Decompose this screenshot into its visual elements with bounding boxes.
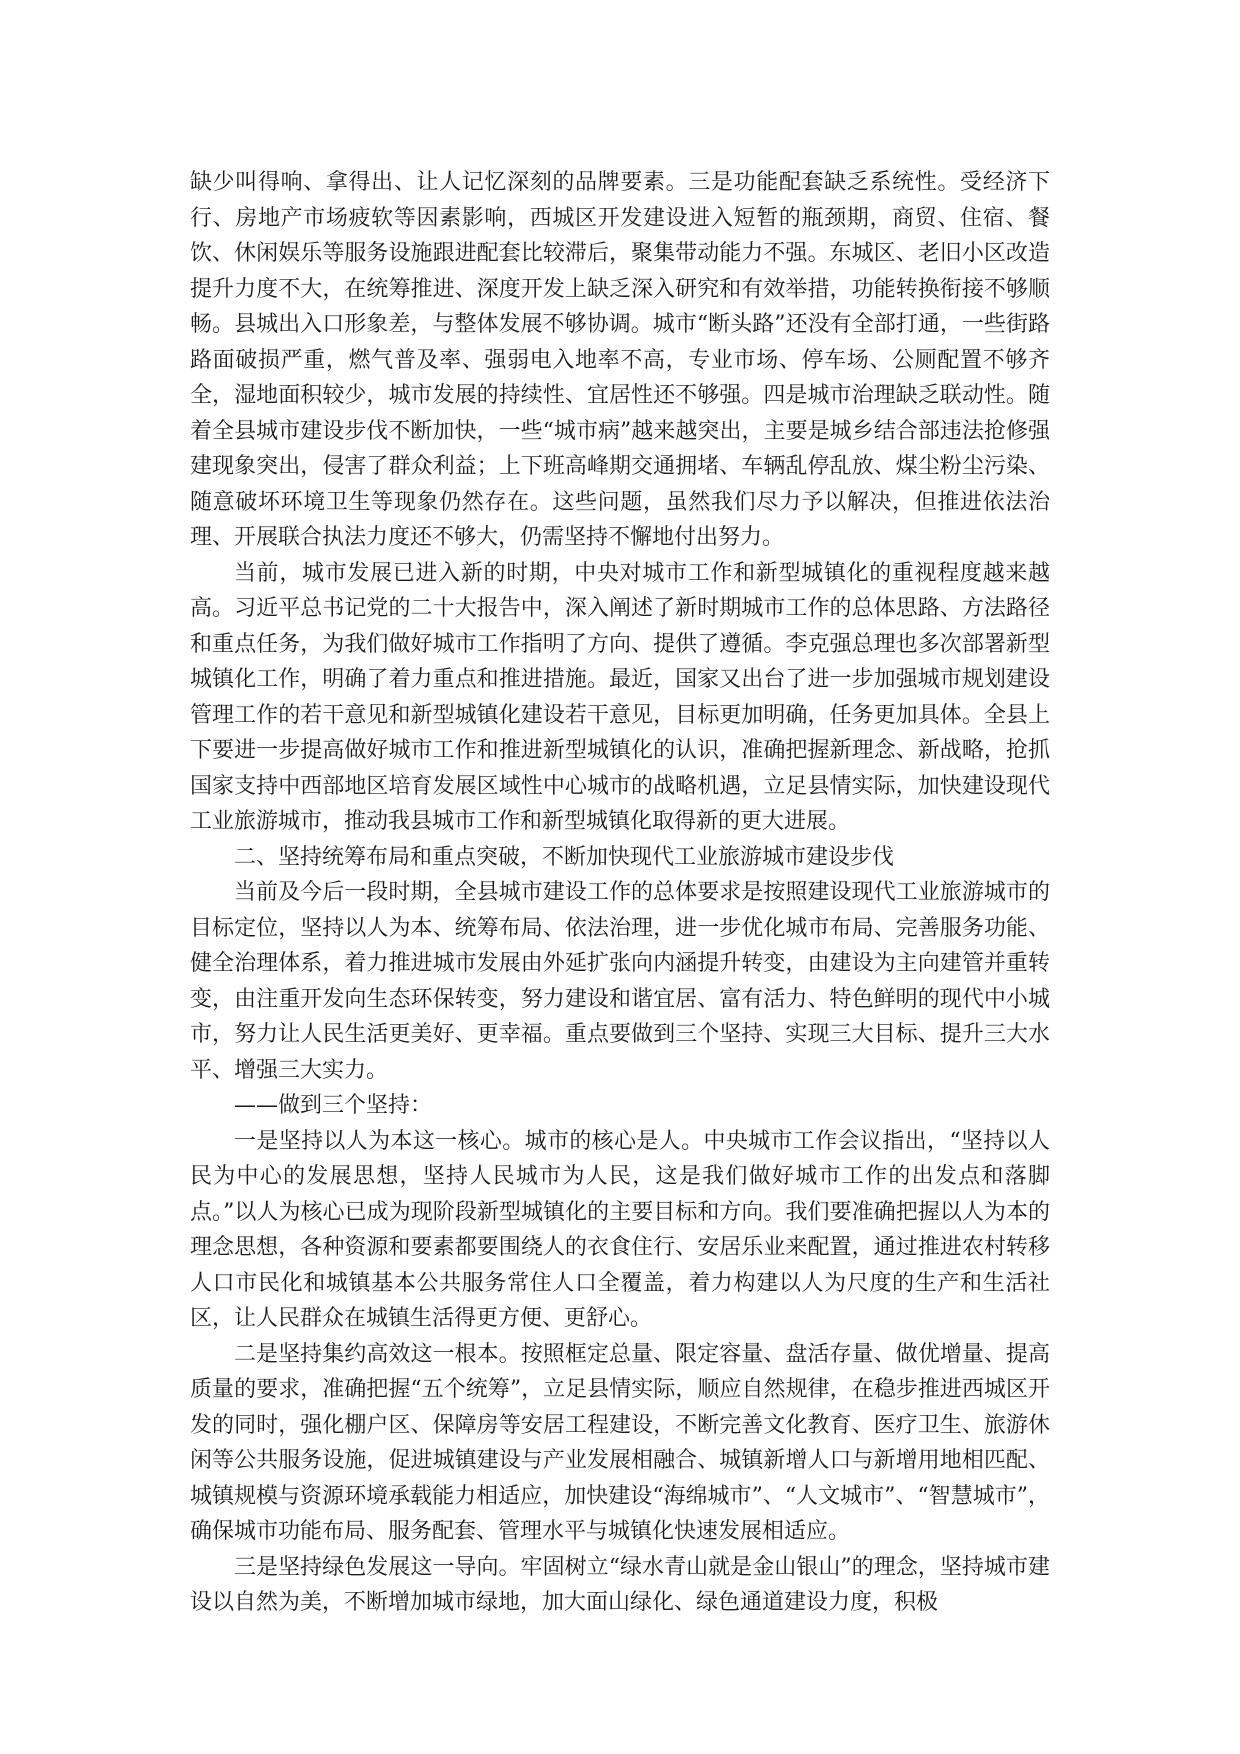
paragraph-continuation: 缺少叫得响、拿得出、让人记忆深刻的品牌要素。三是功能配套缺乏系统性。受经济下行、房地产市场疲软等因素影响，西城区开发建设进入短暂的瓶颈期，商贸、住宿、餐饮、休闲娱乐等服务设施跟进配套比较滞后，聚集带动能力不强。东城区、老旧小区改造提升力度不大，在统筹推进、深度开发上缺乏深入研究和有效举措，功能转换衔接不够顺畅。县城出入口形象差，与整体发展不够协调。城市“断头路”还没有全部打通，一些街路路面破损严重，燃气普及率、强弱电入地率不高，专业市场、停车场、公厕配置不够齐全，湿地面积较少，城市发展的持续性、宜居性还不够强。四是城市治理缺乏联动性。随着全县城市建设步伐不断加快，一些“城市病”越来越突出，主要是城乡结合部违法抢修强建现象突出，侵害了群众利益；上下班高峰期交通拥堵、车辆乱停乱放、煤尘粉尘污染、随意破坏环境卫生等现象仍然存在。这些问题，虽然我们尽力予以解决，但推进依法治理、开展联合执法力度还不够大，仍需坚持不懈地付出努力。 — [190, 170, 1050, 550]
paragraph-point-three: 三是坚持绿色发展这一导向。牢固树立“绿水青山就是金山银山”的理念，坚持城市建设以自然为美，不断增加城市绿地，加大面山绿化、绿色通道建设力度，积极 — [190, 1554, 1050, 1615]
subheading-three-adherences: ——做到三个坚持： — [234, 1093, 433, 1118]
paragraph-point-two: 二是坚持集约高效这一根本。按照框定总量、限定容量、盘活存量、做优增量、提高质量的要求，准确把握“五个统筹”，立足县情实际，顺应自然规律，在稳步推进西城区开发的同时，强化棚户区、保障房等安居工程建设，不断完善文化教育、医疗卫生、旅游休闲等公共服务设施，促进城镇建设与产业发展相融合、城镇新增人口与新增用地相匹配、城镇规模与资源环境承载能力相适应，加快建设“海绵城市”、“人文城市”、“智慧城市”，确保城市功能布局、服务配套、管理水平与城镇化快速发展相适应。 — [190, 1341, 1050, 1544]
paragraph-point-one: 一是坚持以人为本这一核心。城市的核心是人。中央城市工作会议指出，“坚持以人民为中心的发展思想，坚持人民城市为人民，这是我们做好城市工作的出发点和落脚点。”以人为核心已成为现阶段新型城镇化的主要目标和方向。我们要准确把握以人为本的理念思想，各种资源和要素都要围绕人的衣食住行、安居乐业来配置，通过推进农村转移人口市民化和城镇基本公共服务常住人口全覆盖，着力构建以人为尺度的生产和生活社区，让人民群众在城镇生活得更方便、更舒心。 — [190, 1128, 1050, 1331]
paragraph-general-requirements: 当前及今后一段时期，全县城市建设工作的总体要求是按照建设现代工业旅游城市的目标定位，坚持以人为本、统筹布局、依法治理，进一步优化城市布局、完善服务功能、健全治理体系，着力推进城市发展由外延扩张向内涵提升转变，由建设为主向建管并重转变，由注重开发向生态环保转变，努力建设和谐宜居、富有活力、特色鲜明的现代中小城市，努力让人民生活更美好、更幸福。重点要做到三个坚持、实现三大目标、提升三大水平、增强三大实力。 — [190, 880, 1050, 1083]
paragraph-current-situation: 当前，城市发展已进入新的时期，中央对城市工作和新型城镇化的重视程度越来越高。习近平总书记党的二十大报告中，深入阐述了新时期城市工作的总体思路、方法路径和重点任务，为我们做好城市工作指明了方向、提供了遵循。李克强总理也多次部署新型城镇化工作，明确了着力重点和推进措施。最近，国家又出台了进一步加强城市规划建设管理工作的若干意见和新型城镇化建设若干意见，目标更加明确，任务更加具体。全县上下要进一步提高做好城市工作和推进新型城镇化的认识，准确把握新理念、新战略，抢抓国家支持中西部地区培育发展区域性中心城市的战略机遇，立足县情实际，加快建设现代工业旅游城市，推动我县城市工作和新型城镇化取得新的更大进展。 — [190, 560, 1050, 834]
document-page — [190, 165, 1050, 1621]
section-heading: 二、坚持统筹布局和重点突破，不断加快现代工业旅游城市建设步伐 — [234, 844, 895, 870]
